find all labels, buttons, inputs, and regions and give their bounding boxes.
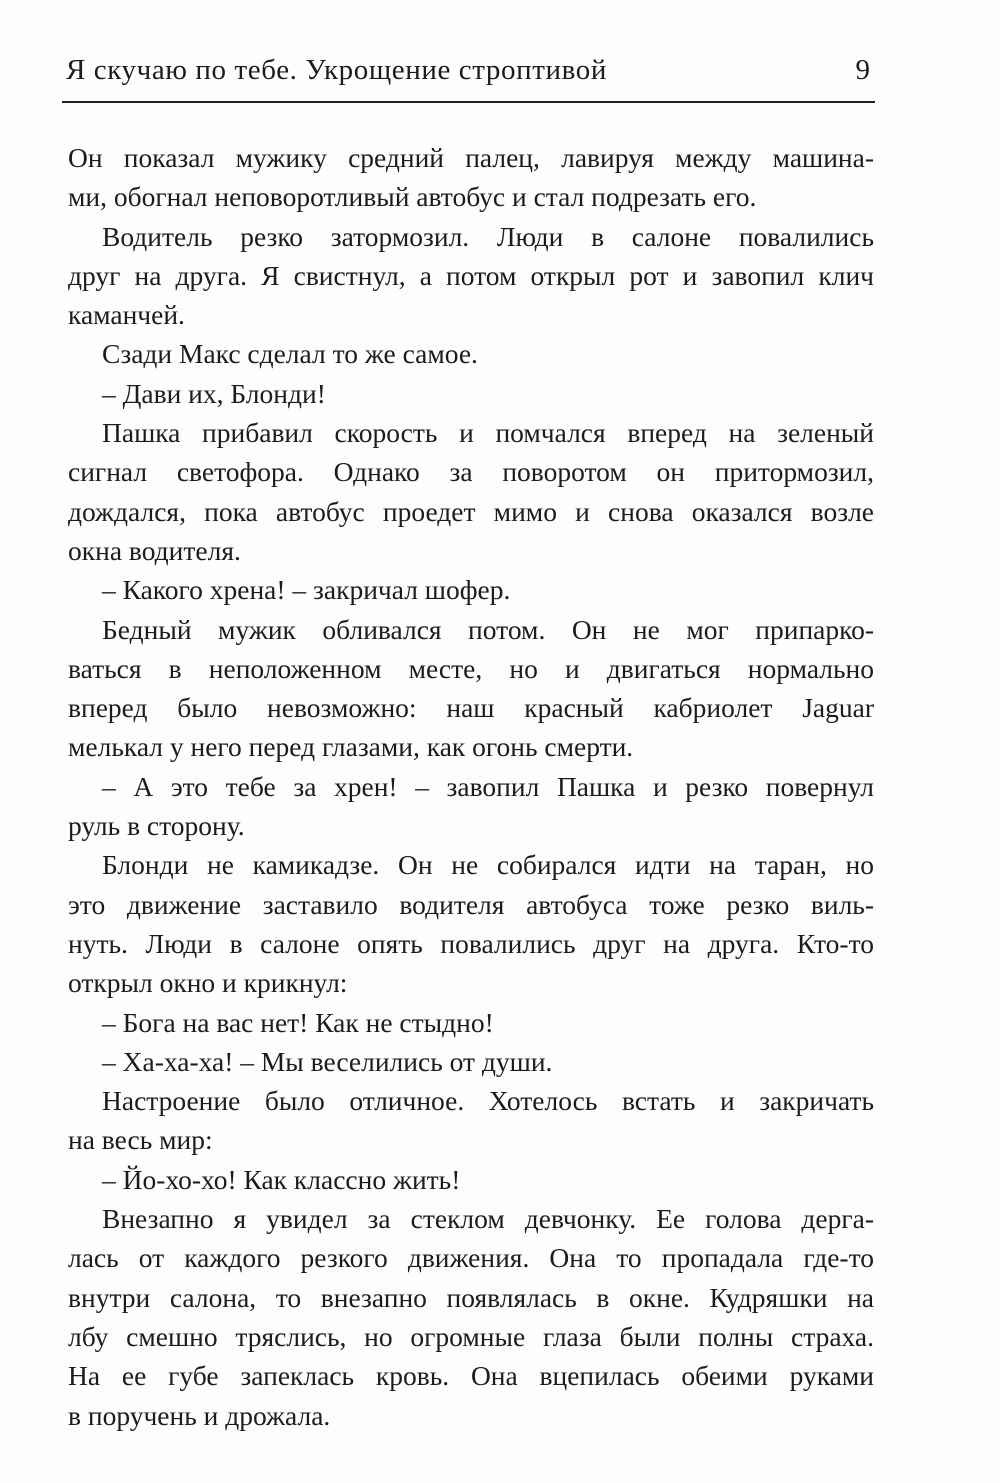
text-line: Внезапно я увидел за стеклом девчонку. Ее голова дерга-: [102, 1203, 874, 1235]
text-line: лась от каждого резкого движения. Она то пропадала где-то: [68, 1242, 874, 1274]
text-line: лбу смешно тряслись, но огромные глаза были полны страха.: [68, 1320, 874, 1352]
paragraph: [68, 570, 874, 609]
running-title: Я скучаю по тебе. Укрощение строптивой: [66, 54, 607, 86]
paragraph: [68, 1003, 874, 1042]
text-line: Пашка прибавил скорость и помчался вперед на зеленый: [102, 417, 874, 449]
text-line: Блонди не камикадзе. Он не собирался идти на таран, но: [102, 849, 874, 881]
text-line: это движение заставило водителя автобуса тоже резко виль-: [68, 888, 874, 920]
body-text: [68, 138, 874, 1435]
text-line: внутри салона, то внезапно появлялась в окне. Кудряшки на: [68, 1281, 874, 1313]
text-line: Настроение было отличное. Хотелось встать и закричать: [102, 1085, 874, 1117]
paragraph: [68, 217, 874, 335]
paragraph: [68, 1199, 874, 1435]
text-line: – А это тебе за хрен! – завопил Пашка и резко повернул: [102, 770, 874, 802]
paragraph: [68, 1160, 874, 1199]
paragraph: [68, 845, 874, 1002]
paragraph: [68, 374, 874, 413]
text-line: Сзади Макс сделал то же самое.: [102, 338, 478, 370]
header-rule: [62, 101, 875, 103]
text-line: вперед было невозможно: наш красный кабриолет Jaguar: [68, 692, 874, 724]
text-line: мелькал у него перед глазами, как огонь смерти.: [68, 731, 634, 763]
text-line: каманчей.: [68, 299, 185, 331]
running-header: [66, 54, 872, 94]
text-line: Бедный мужик обливался потом. Он не мог припарко-: [102, 613, 874, 645]
text-line: руль в сторону.: [68, 810, 245, 842]
text-line: друг на друга. Я свистнул, а потом открыл рот и завопил клич: [68, 259, 874, 291]
text-line: На ее губе запеклась кровь. Она вцепилась обеими руками: [68, 1360, 874, 1392]
text-line: – Дави их, Блонди!: [102, 377, 326, 409]
paragraph: [68, 138, 874, 217]
text-line: нуть. Люди в салоне опять повалились друг на друга. Кто-то: [68, 927, 874, 959]
paragraph: [68, 767, 874, 846]
paragraph: [68, 334, 874, 373]
text-line: открыл окно и крикнул:: [68, 967, 348, 999]
text-line: – Бога на вас нет! Как не стыдно!: [102, 1006, 494, 1038]
text-line: на весь мир:: [68, 1124, 213, 1156]
page-number: 9: [855, 54, 870, 86]
paragraph: [68, 413, 874, 570]
text-line: ваться в неположенном месте, но и двигаться нормально: [68, 652, 874, 684]
text-line: – Ха-ха-ха! – Мы веселились от души.: [102, 1045, 553, 1077]
paragraph: [68, 610, 874, 767]
text-line: дождался, пока автобус проедет мимо и снова оказался возле: [68, 495, 874, 527]
paragraph: [68, 1042, 874, 1081]
text-line: окна водителя.: [68, 534, 241, 566]
text-line: – Какого хрена! – закричал шофер.: [102, 574, 511, 606]
text-line: Водитель резко затормозил. Люди в салоне повалились: [102, 220, 874, 252]
text-line: в поручень и дрожала.: [68, 1399, 331, 1431]
text-line: – Йо-хо-хо! Как классно жить!: [102, 1163, 461, 1195]
paragraph: [68, 1081, 874, 1160]
text-line: Он показал мужику средний палец, лавируя между машина-: [68, 142, 874, 173]
text-line: ми, обогнал неповоротливый автобус и стал подрезать его.: [68, 181, 757, 213]
text-line: сигнал светофора. Однако за поворотом он притормозил,: [68, 456, 874, 488]
